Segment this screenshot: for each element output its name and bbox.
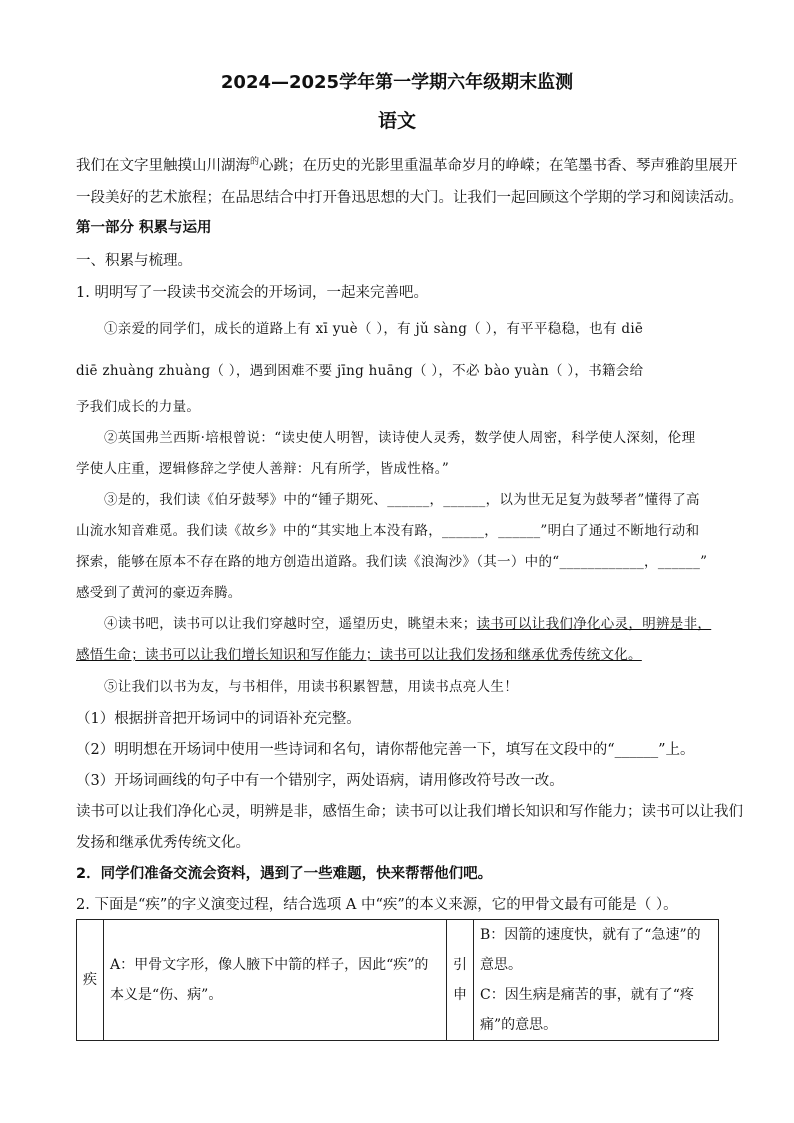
table-row xyxy=(77,920,719,1041)
underlined-sentence: 读书可以让我们净化心灵，明辨是非， xyxy=(476,616,712,632)
passage-p4-line2: 感悟生命；读书可以让我们增长知识和写作能力；读书可以让我们发扬和继承优秀传统文化。 xyxy=(76,647,642,663)
table-option-b: B：因箭的速度快，就有了“急速”的意思。 xyxy=(480,927,701,973)
subquestion-3: （3）开场词画线的句子中有一个错别字，两处语病，请用修改符号改一改。 xyxy=(76,773,564,789)
passage-p3-line1: ③是的，我们读《伯牙鼓琴》中的“锺子期死、______，______，以为世无足复为鼓琴者”懂得了高 xyxy=(104,492,700,508)
middle-char-2: 申 xyxy=(453,987,467,1003)
subject-title: 语文 xyxy=(377,110,416,132)
passage-p3-line2: 山流水知音难觅。我们读《故乡》中的“其实地上本没有路，______，______”明白了通过不断地行动和 xyxy=(76,523,700,539)
question-1: 1. 明明写了一段读书交流会的开场词，一起来完善吧。 xyxy=(76,285,428,301)
table-char-cell: 疾 xyxy=(77,920,104,1041)
subquestion-3-text-line1: 读书可以让我们净化心灵，明辨是非，感悟生命；读书可以让我们增长知识和写作能力；读书可以让我们 xyxy=(76,804,743,820)
exam-title: 2024—2025学年第一学期六年级期末监测 xyxy=(220,72,574,93)
intro-text: 心跳；在历史的光影里重温革命岁月的峥嵘；在笔墨书香、琴声雅韵里展开 xyxy=(259,157,738,174)
table-option-c: C：因生病是痛苦的事，就有了“疼痛”的意思。 xyxy=(480,987,694,1033)
character-evolution-table xyxy=(76,919,719,1041)
passage-p3-line4: 感受到了黄河的豪迈奔腾。 xyxy=(76,585,242,601)
middle-char-1: 引 xyxy=(453,957,467,973)
subquestion-2: （2）明明想在开场词中使用一些诗词和名句，请你帮他完善一下，填写在文段中的“______”上。 xyxy=(76,742,695,758)
passage-p1-line3: 予我们成长的力量。 xyxy=(76,399,201,415)
passage-p4-line1 xyxy=(104,614,711,634)
passage-p3-line3: 探索，能够在原本不存在路的地方创造出道路。我们读《浪淘沙》（其一）中的“____________，______” xyxy=(76,554,708,570)
table-middle-cell xyxy=(447,920,474,1041)
section-heading: 一、积累与梳理。 xyxy=(76,253,192,269)
passage-p2-line1: ②英国弗兰西斯·培根曾说：“读史使人明智，读诗使人灵秀，数学使人周密，科学使人深刻，伦理 xyxy=(104,430,696,446)
passage-text: ④读书吧，读书可以让我们穿越时空，遥望历史，眺望未来； xyxy=(104,616,477,632)
table-option-a: A：甲骨文字形，像人腋下中箭的样子，因此“疾”的本义是“伤、病”。 xyxy=(104,920,447,1041)
intro-text: 我们在文字里触摸山川湖海 xyxy=(76,157,250,174)
intro-line-1 xyxy=(76,152,738,176)
intro-line-2: 一段美好的艺术旅程；在品思结合中打开鲁迅思想的大门。让我们一起回顾这个学期的学习和阅读活动。 xyxy=(76,190,743,206)
passage-p5: ⑤让我们以书为友，与书相伴，用读书积累智慧，用读书点亮人生！ xyxy=(104,679,518,695)
part-heading: 第一部分 积累与运用 xyxy=(76,220,212,236)
intro-small-char: 的 xyxy=(250,157,260,167)
passage-p1-line1: ①亲爱的同学们，成长的道路上有 xī yuè（ ），有 jǔ sàng（ ），有平平稳稳，也有 diē xyxy=(104,321,644,337)
question-2-text: 2. 下面是“疾”的字义演变过程，结合选项 A 中“疾”的本义来源，它的甲骨文最有可能是（ ）。 xyxy=(76,897,678,913)
subquestion-1: （1）根据拼音把开场词中的词语补充完整。 xyxy=(76,711,361,727)
question-2-heading: 2．同学们准备交流会资料，遇到了一些难题，快来帮帮他们吧。 xyxy=(76,866,493,882)
table-options-bc xyxy=(474,920,719,1041)
subquestion-3-text-line2: 发扬和继承优秀传统文化。 xyxy=(76,835,250,851)
passage-p2-line2: 学使人庄重，逻辑修辞之学使人善辩：凡有所学，皆成性格。” xyxy=(76,461,450,477)
passage-p1-line2: diē zhuàng zhuàng（ ），遇到困难不要 jīng huāng（ ），不必 bào yuàn（ ），书籍会给 xyxy=(76,363,644,379)
